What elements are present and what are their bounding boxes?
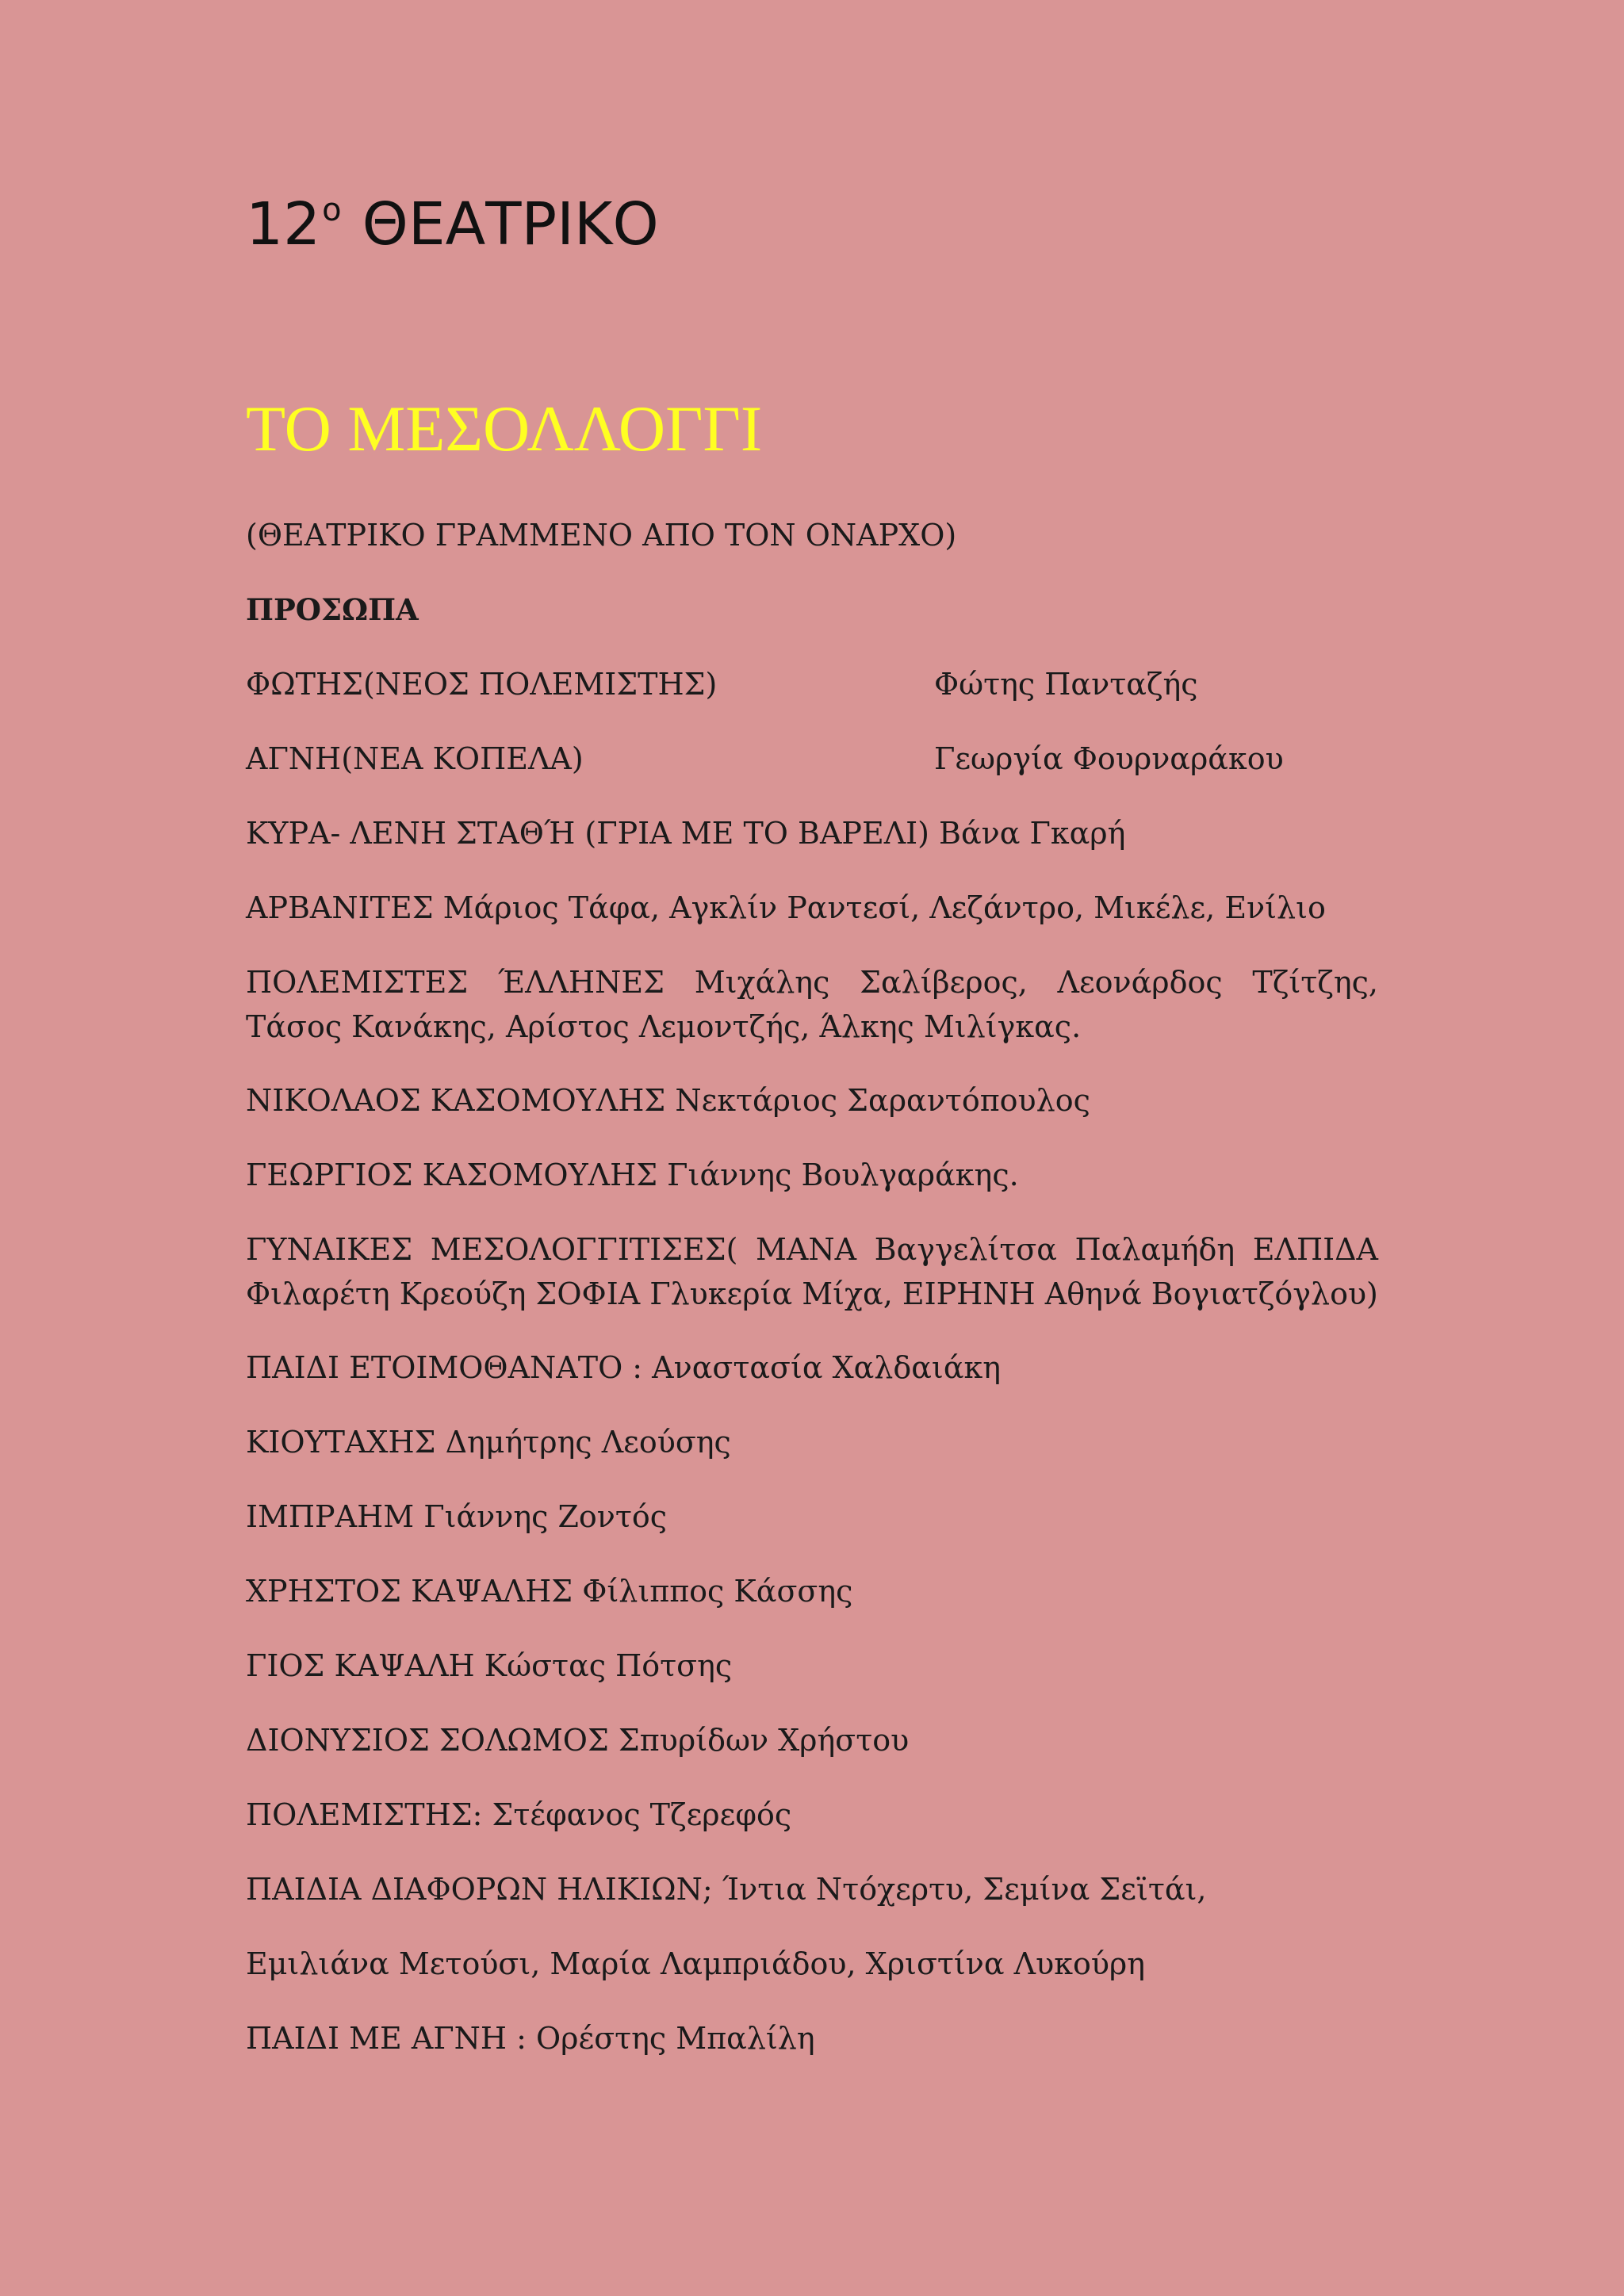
cast-role: ΦΩΤΗΣ(ΝΕΟΣ ΠΟΛΕΜΙΣΤΗΣ) bbox=[246, 667, 718, 702]
heading-superscript: ο bbox=[322, 192, 342, 228]
cast-line: ΠΟΛΕΜΙΣΤΗΣ: Στέφανος Τζερεφός bbox=[246, 1797, 792, 1832]
cast-line: Εμιλιάνα Μετούσι, Μαρία Λαμπριάδου, Χριστίνα Λυκούρη bbox=[246, 1946, 1146, 1981]
cast-line: ΓΥΝΑΙΚΕΣ ΜΕΣΟΛΟΓΓΙΤΙΣΕΣ( ΜΑΝΑ Βαγγελίτσα Παλαμήδη ΕΛΠΙΔΑ Φιλαρέτη Κρεούζη ΣΟΦΙΑ Γλυκερία Μίχα, ΕΙΡΗΝΗ Αθηνά Βογιατζόγλου) bbox=[246, 1232, 1378, 1311]
cast-actor: Φώτης Πανταζής bbox=[934, 667, 1198, 702]
page-heading bbox=[246, 190, 659, 258]
heading-number: 12 bbox=[246, 190, 321, 258]
play-title: ΤΟ ΜΕΣΟΛΛΟΓΓΙ bbox=[246, 392, 763, 465]
document-page bbox=[246, 0, 1380, 2296]
cast-heading: ΠΡΟΣΩΠΑ bbox=[246, 592, 419, 627]
cast-role: ΑΓΝΗ(ΝΕΑ ΚΟΠΕΛΑ) bbox=[246, 741, 584, 776]
cast-line: ΓΕΩΡΓΙΟΣ ΚΑΣΟΜΟΥΛΗΣ Γιάννης Βουλγαράκης. bbox=[246, 1158, 1019, 1192]
heading-text: ΘΕΑΤΡΙΚΟ bbox=[362, 190, 659, 258]
cast-row bbox=[246, 737, 1378, 781]
cast-line: ΝΙΚΟΛΑΟΣ ΚΑΣΟΜΟΥΛΗΣ Νεκτάριος Σαραντόπουλος bbox=[246, 1083, 1090, 1118]
cast-list bbox=[246, 513, 1378, 2091]
cast-line: ΧΡΗΣΤΟΣ ΚΑΨΑΛΗΣ Φίλιππος Κάσσης bbox=[246, 1574, 853, 1609]
cast-actor: Γεωργία Φουρναράκου bbox=[934, 741, 1284, 776]
cast-line: ΚΥΡΑ- ΛΕΝΗ ΣΤΑΘΉ (ΓΡΙΑ ΜΕ ΤΟ ΒΑΡΕΛΙ) Βάνα Γκαρή bbox=[246, 816, 1126, 851]
cast-line: ΙΜΠΡΑΗΜ Γιάννης Ζοντός bbox=[246, 1499, 668, 1534]
cast-line: ΠΑΙΔΙΑ ΔΙΑΦΟΡΩΝ ΗΛΙΚΙΩΝ; Ίντια Ντόχερτυ, Σεμίνα Σεϊτάι, bbox=[246, 1872, 1207, 1907]
cast-line: ΚΙΟΥΤΑΧΗΣ Δημήτρης Λεούσης bbox=[246, 1425, 731, 1460]
cast-line: ΑΡΒΑΝΙΤΕΣ Μάριος Τάφα, Αγκλίν Ραντεσί, Λεζάντρο, Μικέλε, Ενίλιο bbox=[246, 890, 1326, 925]
cast-line: ΠΟΛΕΜΙΣΤΕΣ ΈΛΛΗΝΕΣ Μιχάλης Σαλίβερος, Λεονάρδος Τζίτζης, Τάσος Κανάκης, Αρίστος Λεμοντζής, Άλκης Μιλίγκας. bbox=[246, 965, 1378, 1044]
cast-line: ΠΑΙΔΙ ΕΤΟΙΜΟΘΑΝΑΤΟ : Αναστασία Χαλδαιάκη bbox=[246, 1350, 1002, 1385]
subtitle: (ΘΕΑΤΡΙΚΟ ΓΡΑΜΜΕΝΟ ΑΠΟ ΤΟΝ ΟΝΑΡΧΟ) bbox=[246, 518, 957, 553]
cast-line: ΔΙΟΝΥΣΙΟΣ ΣΟΛΩΜΟΣ Σπυρίδων Χρήστου bbox=[246, 1723, 910, 1758]
cast-line: ΠΑΙΔΙ ΜΕ ΑΓΝΗ : Ορέστης Μπαλίλη bbox=[246, 2021, 815, 2056]
cast-row bbox=[246, 662, 1378, 706]
cast-line: ΓΙΟΣ ΚΑΨΑΛΗ Κώστας Πότσης bbox=[246, 1648, 733, 1683]
